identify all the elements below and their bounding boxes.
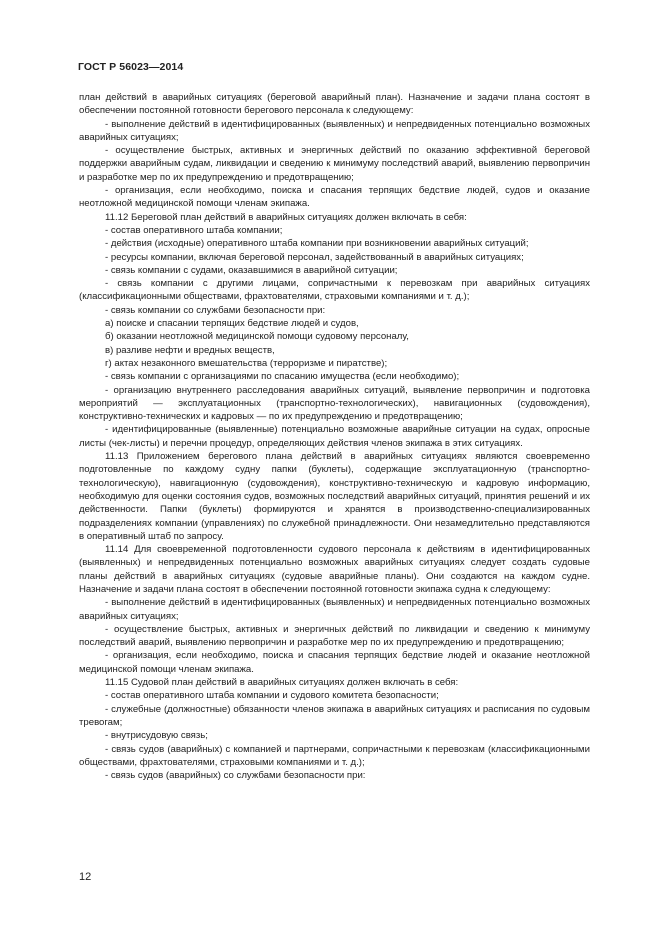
paragraph: а) поиске и спасании терпящих бедствие людей и судов, [105, 318, 359, 330]
paragraph: - связь компании с судами, оказавшимися в аварийной ситуации; [105, 264, 398, 276]
paragraph: б) оказании неотложной медицинской помощи судовому персоналу, [105, 331, 409, 343]
paragraph: 11.13 Приложением берегового плана действий в аварийных ситуациях являются своевременно подготовленные по каждому судну папки (буклеты), содержащие эксплуатационную (транспортно-технологическую), навигационную (судовождения), конструктивно-техническую и кадровую информацию, необходимую для оценки состояния судов, возможных последствий аварийных ситуаций, принятия решений и их действенности. Папки (буклеты) формируются и хранятся в производственно-специализированных подразделениях компании (управлениях) по служебной принадлежности. Они незамедлительно представляются в оперативный штаб по запросу. [79, 451, 590, 542]
page-number: 12 [79, 871, 92, 883]
paragraph: - организацию внутреннего расследования аварийных ситуаций, выявление первопричин и подготовка мероприятий — эксплуатационных (транспортно-технологических), навигационных (судовождения), конструктивно-технических и кадровых — по их предупреждению и предотвращению; [79, 384, 590, 423]
paragraph: в) разливе нефти и вредных веществ, [105, 344, 275, 356]
paragraph: - действия (исходные) оперативного штаба компании при возникновении аварийных ситуаций; [105, 238, 529, 250]
paragraph: 11.14 Для своевременной подготовленности судового персонала к действиям в идентифицированных (выявленных) и непредвиденных потенциально возможных аварийных ситуациях следует создать судовые планы действий в аварийных ситуациях (судовые аварийные планы). Они создаются на каждом судне. Назначение и задачи плана состоят в обеспечении постоянной готовности экипажа судна к следующему: [79, 544, 590, 595]
paragraph: - связь компании с другими лицами, сопричастными к перевозкам при аварийных ситуациях (классификационными обществами, фрахтователями, страховыми компаниями и т. д.); [79, 278, 590, 303]
paragraph: - ресурсы компании, включая береговой персонал, задействованный в аварийных ситуациях; [105, 251, 524, 263]
paragraph: план действий в аварийных ситуациях (береговой аварийный план). Назначение и задачи плана состоят в обеспечении постоянной готовности берегового персонала к следующему: [79, 92, 590, 117]
paragraph: 11.12 Береговой план действий в аварийных ситуациях должен включать в себя: [105, 211, 467, 223]
paragraph: - состав оперативного штаба компании; [105, 224, 283, 236]
page-header: ГОСТ Р 56023—2014 [78, 61, 184, 73]
paragraph: - связь компании со службами безопасности при: [105, 304, 326, 316]
paragraph: - связь компании с организациями по спасанию имущества (если необходимо); [105, 371, 460, 383]
paragraph: - состав оперативного штаба компании и судового комитета безопасности; [105, 690, 439, 702]
paragraph: 11.15 Судовой план действий в аварийных ситуациях должен включать в себя: [105, 677, 459, 689]
paragraph: - выполнение действий в идентифицированных (выявленных) и непредвиденных потенциально возможных аварийных ситуациях; [79, 118, 590, 143]
paragraph: - внутрисудовую связь; [105, 730, 208, 742]
paragraph: - организация, если необходимо, поиска и спасания терпящих бедствие людей, судов и оказание неотложной медицинской помощи членам экипажа. [79, 185, 590, 210]
paragraph: - связь судов (аварийных) с компанией и партнерами, сопричастными к перевозкам (классификационными обществами, фрахтователями, страховыми компаниями и т. д.); [79, 743, 590, 768]
paragraph: - осуществление быстрых, активных и энергичных действий по оказанию эффективной береговой поддержки аварийным судам, ликвидации и сведению к минимуму последствий аварий, выявлению первопричин и разработке мер по их предупреждению и предотвращению; [79, 145, 590, 183]
paragraph: - выполнение действий в идентифицированных (выявленных) и непредвиденных потенциально возможных аварийных ситуациях; [79, 597, 590, 622]
paragraph: - организация, если необходимо, поиска и спасания терпящих бедствие людей и оказание неотложной медицинской помощи членам экипажа. [79, 650, 590, 675]
paragraph: - осуществление быстрых, активных и энергичных действий по ликвидации и сведению к минимуму последствий аварий, выявлению первопричин и разработке мер по их предупреждению и предотвращению; [79, 623, 590, 649]
body-text [79, 91, 590, 782]
paragraph: - связь судов (аварийных) со службами безопасности при: [105, 770, 366, 782]
paragraph: - служебные (должностные) обязанности членов экипажа в аварийных ситуациях и расписания по судовым тревогам; [79, 703, 590, 728]
paragraph: - идентифицированные (выявленные) потенциально возможные аварийные ситуации на судах, опросные листы (чек-листы) и перечни процедур, определяющих действия членов экипажа в этих ситуациях. [79, 424, 590, 449]
paragraph: г) актах незаконного вмешательства (терроризме и пиратстве); [105, 357, 388, 369]
